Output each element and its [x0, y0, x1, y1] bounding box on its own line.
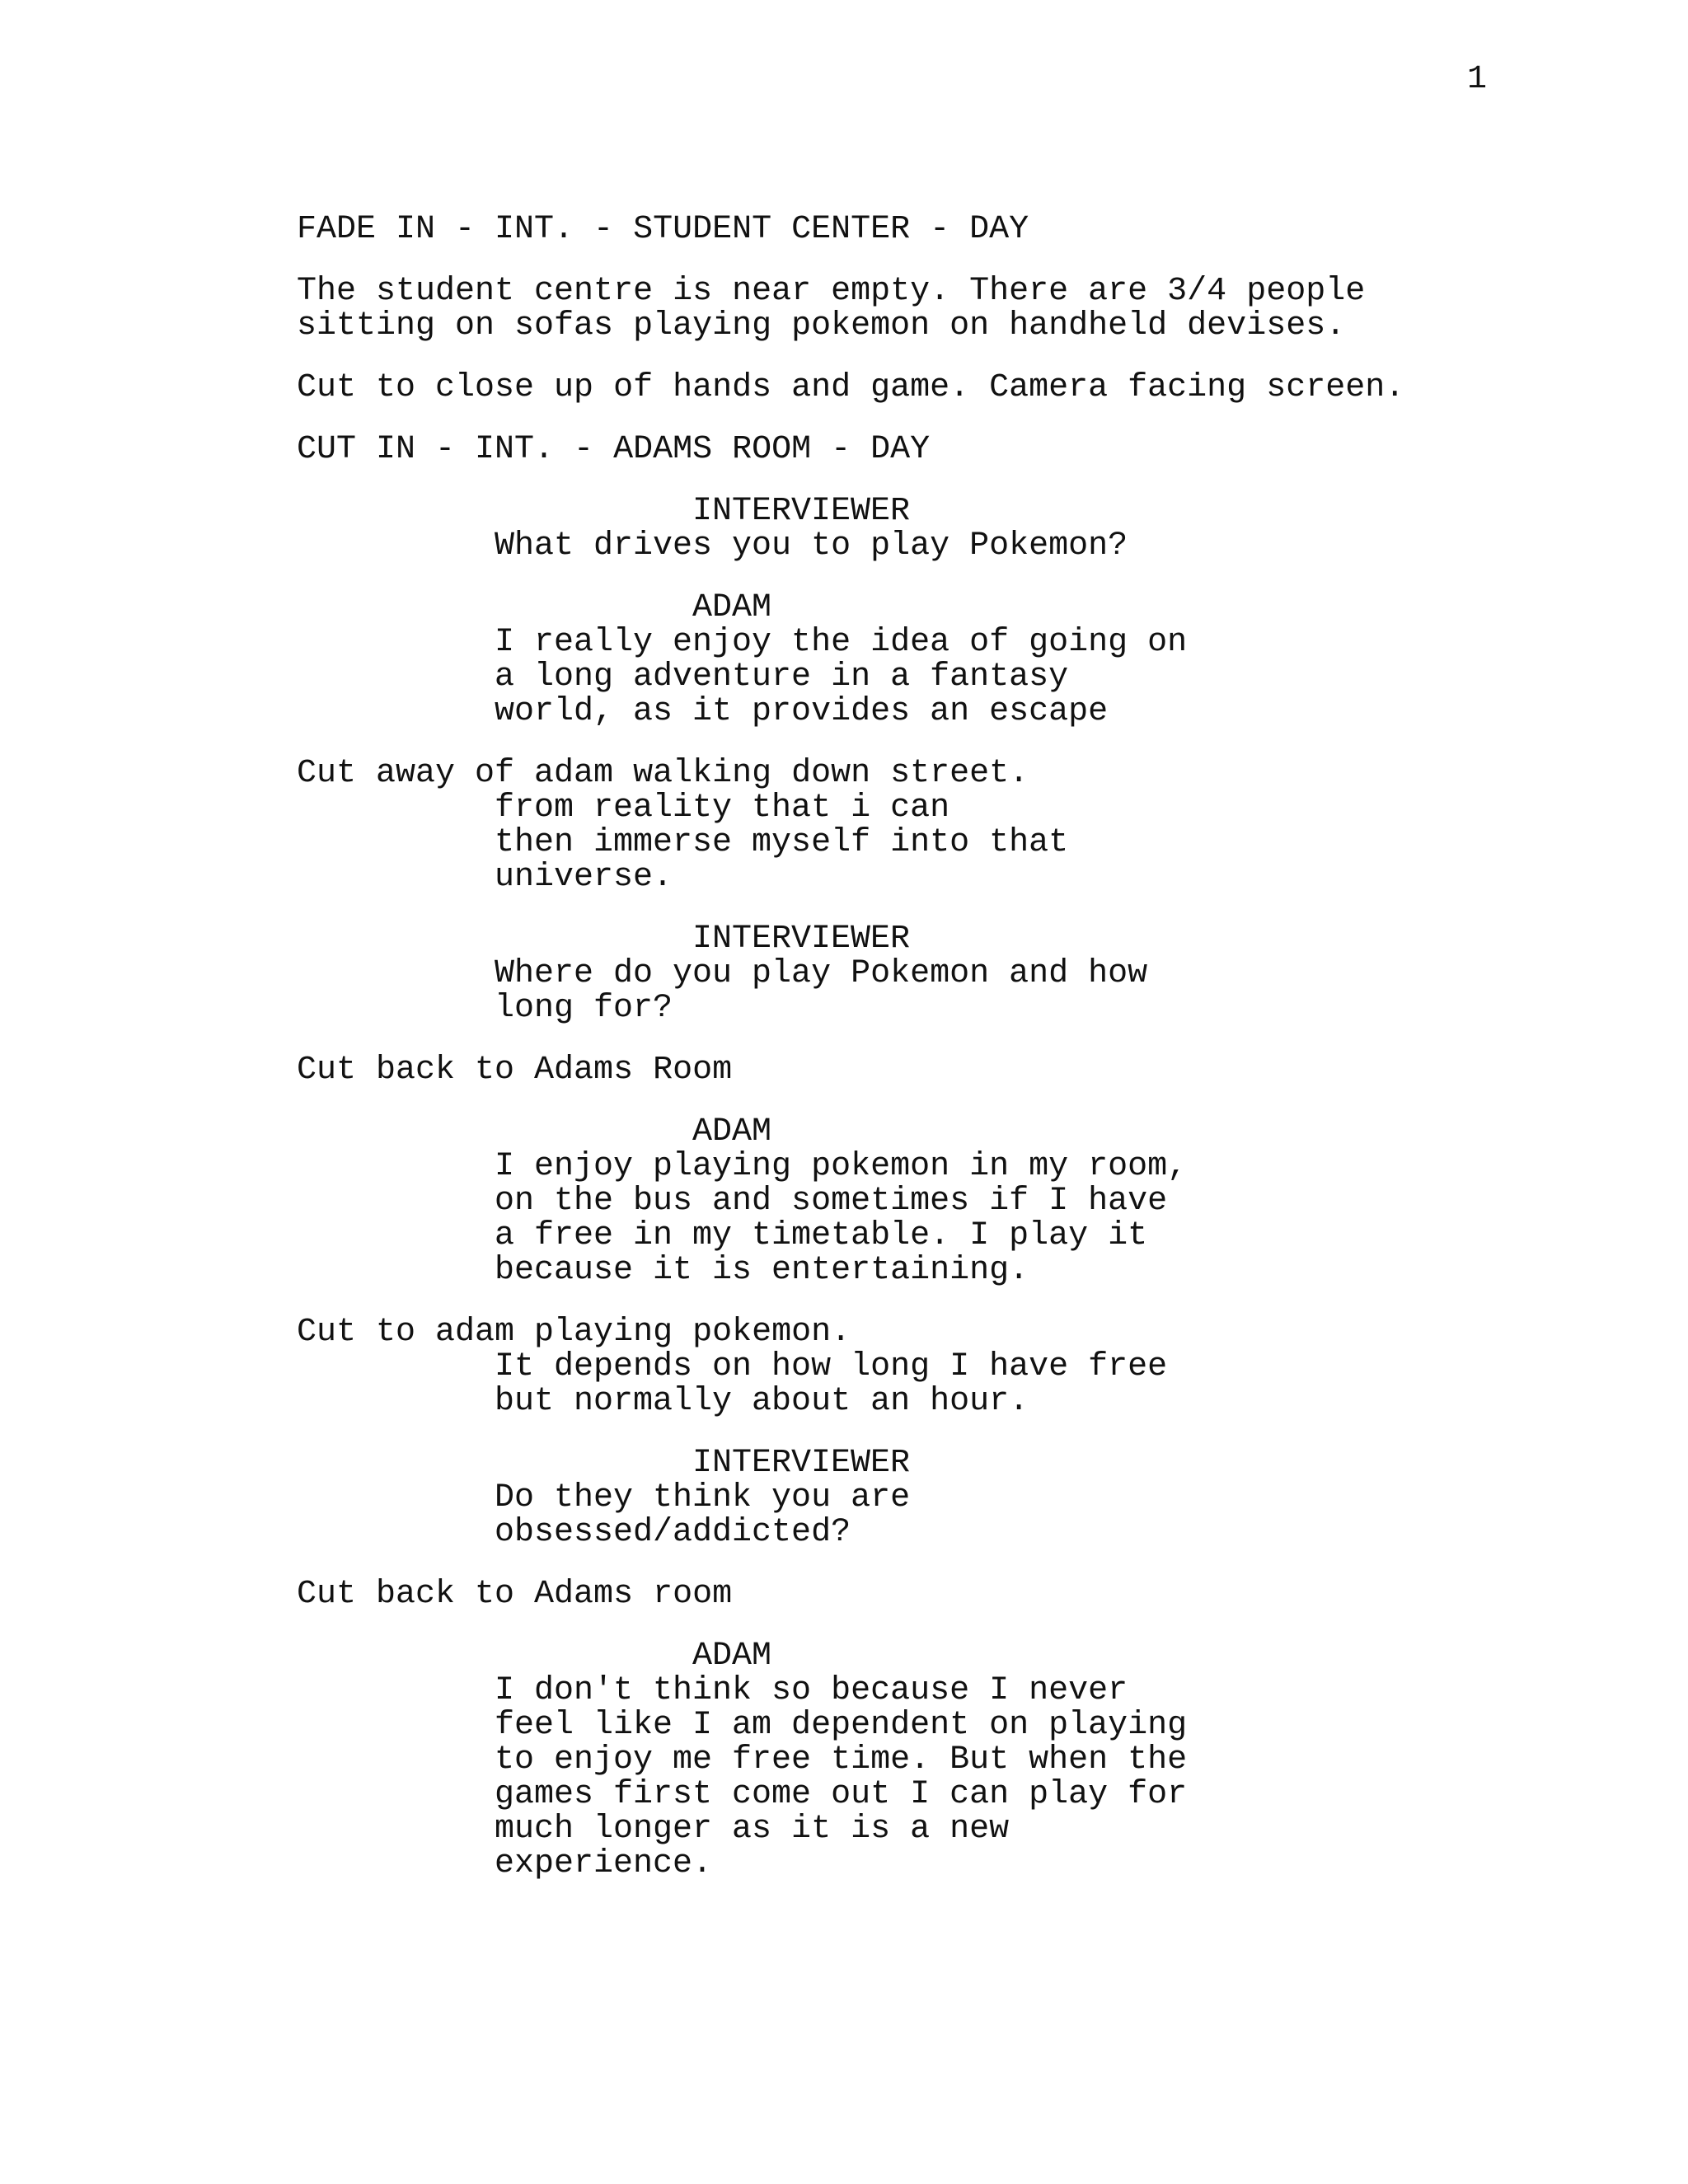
dialogue-text: Do they think you are obsessed/addicted?	[495, 1479, 911, 1551]
dialogue-text: I enjoy playing pokemon in my room, on the bus and sometimes if I have a free in my timetable. I play it because it is entertaining.	[495, 1148, 1188, 1289]
screenplay-body	[297, 213, 1467, 1909]
action-line: Cut back to Adams Room	[297, 1052, 733, 1089]
scene-heading: FADE IN - INT. - STUDENT CENTER - DAY	[297, 211, 1029, 248]
action-line: Cut back to Adams room	[297, 1576, 733, 1613]
action-with-dialogue	[297, 757, 1467, 895]
action-line: Cut to adam playing pokemon.	[297, 1314, 851, 1351]
dialogue-block	[297, 922, 1467, 1026]
dialogue-block	[297, 1115, 1467, 1288]
dialogue-block	[297, 1446, 1467, 1550]
action-line: Cut away of adam walking down street.	[297, 755, 1029, 792]
scene-heading: CUT IN - INT. - ADAMS ROOM - DAY	[297, 431, 931, 468]
dialogue-text: I really enjoy the idea of going on a long adventure in a fantasy world, as it provides an escape	[495, 624, 1188, 730]
character-name: INTERVIEWER	[692, 1445, 911, 1482]
action-line: Cut to close up of hands and game. Camera facing screen.	[297, 369, 1405, 406]
dialogue-block	[297, 494, 1467, 564]
dialogue-text: from reality that i can then immerse myself into that universe.	[495, 790, 1069, 896]
dialogue-text: It depends on how long I have free but normally about an hour.	[495, 1348, 1168, 1420]
dialogue-text: Where do you play Pokemon and how long for?	[495, 955, 1148, 1027]
dialogue-text: What drives you to play Pokemon?	[495, 527, 1128, 565]
action-with-dialogue	[297, 1315, 1467, 1419]
character-name: ADAM	[692, 1113, 772, 1151]
dialogue-text: I don't think so because I never feel like I am dependent on playing to enjoy me free time. But when the games first come out I can play for much longer as it is a new experience.	[495, 1672, 1188, 1882]
character-name: INTERVIEWER	[692, 921, 911, 958]
dialogue-block	[297, 591, 1467, 729]
action-line: The student centre is near empty. There are 3/4 people sitting on sofas playing pokemon on handheld devises.	[297, 273, 1366, 344]
page-number: 1	[1467, 61, 1488, 98]
character-name: ADAM	[692, 589, 772, 626]
character-name: INTERVIEWER	[692, 493, 911, 530]
dialogue-block	[297, 1639, 1467, 1882]
character-name: ADAM	[692, 1638, 772, 1675]
